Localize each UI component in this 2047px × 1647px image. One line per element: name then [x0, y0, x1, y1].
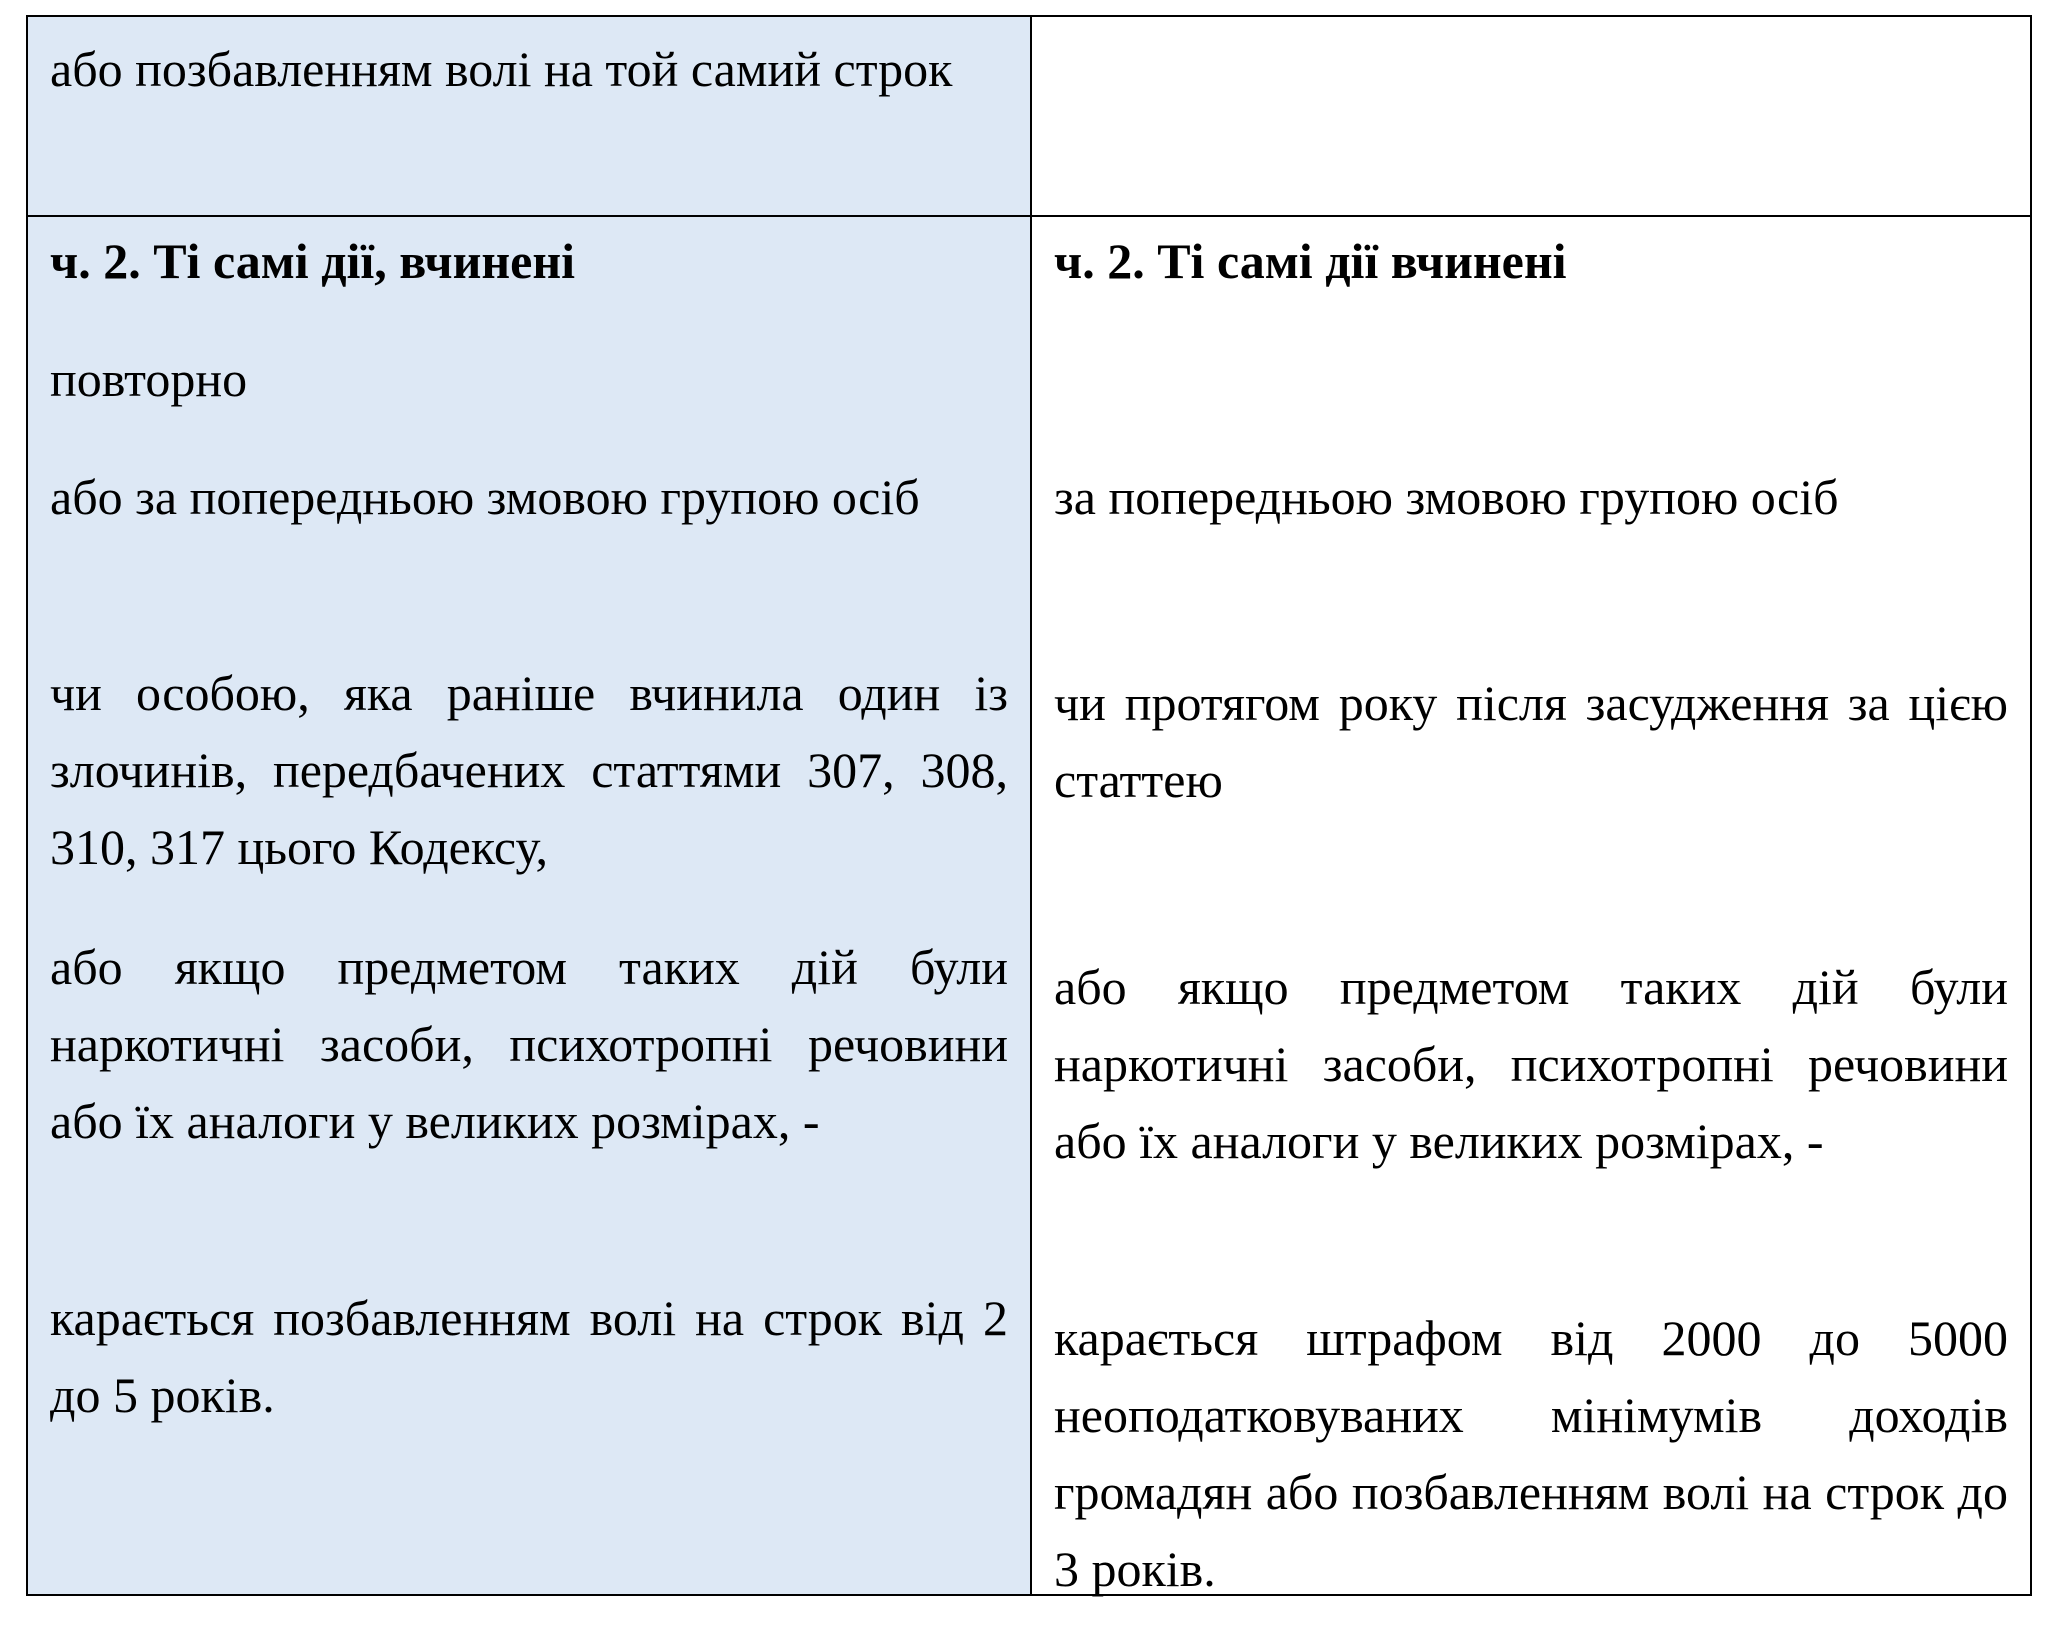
left-top-text: або позбавленням волі на той самий строк — [50, 41, 953, 97]
table-row — [27, 216, 2031, 1595]
left-para-3: чи особою, яка раніше вчинила один із злочинів, передбачених статтями 307, 308, 310, 317 цього Кодексу, — [50, 665, 1008, 875]
right-cell-main — [1031, 216, 2031, 1595]
right-heading: ч. 2. Ті самі дії вчинені — [1054, 233, 1567, 289]
left-para-1: повторно — [50, 351, 248, 407]
left-heading: ч. 2. Ті самі дії, вчинені — [50, 233, 576, 289]
left-para-2: або за попередньою змовою групою осіб — [50, 469, 920, 525]
comparison-table — [26, 15, 2032, 1596]
right-cell-top — [1031, 16, 2031, 216]
right-para-1: за попередньою змовою групою осіб — [1054, 469, 1839, 525]
right-para-4: карається штрафом від 2000 до 5000 неоподатковуваних мінімумів доходів громадян або позбавленням волі на строк до 3 років. — [1054, 1310, 2008, 1597]
right-para-3: або якщо предметом таких дій були наркотичні засоби, психотропні речовини або їх аналоги у великих розмірах, - — [1054, 959, 2008, 1169]
left-para-5: карається позбавленням волі на строк від 2 до 5 років. — [50, 1290, 1008, 1423]
left-para-4: або якщо предметом таких дій були наркотичні засоби, психотропні речовини або їх аналоги у великих розмірах, - — [50, 939, 1008, 1149]
table-row — [27, 16, 2031, 216]
right-para-2: чи протягом року після засудження за цією статтею — [1054, 675, 2008, 808]
left-cell-main — [27, 216, 1031, 1595]
left-cell-top — [27, 16, 1031, 216]
